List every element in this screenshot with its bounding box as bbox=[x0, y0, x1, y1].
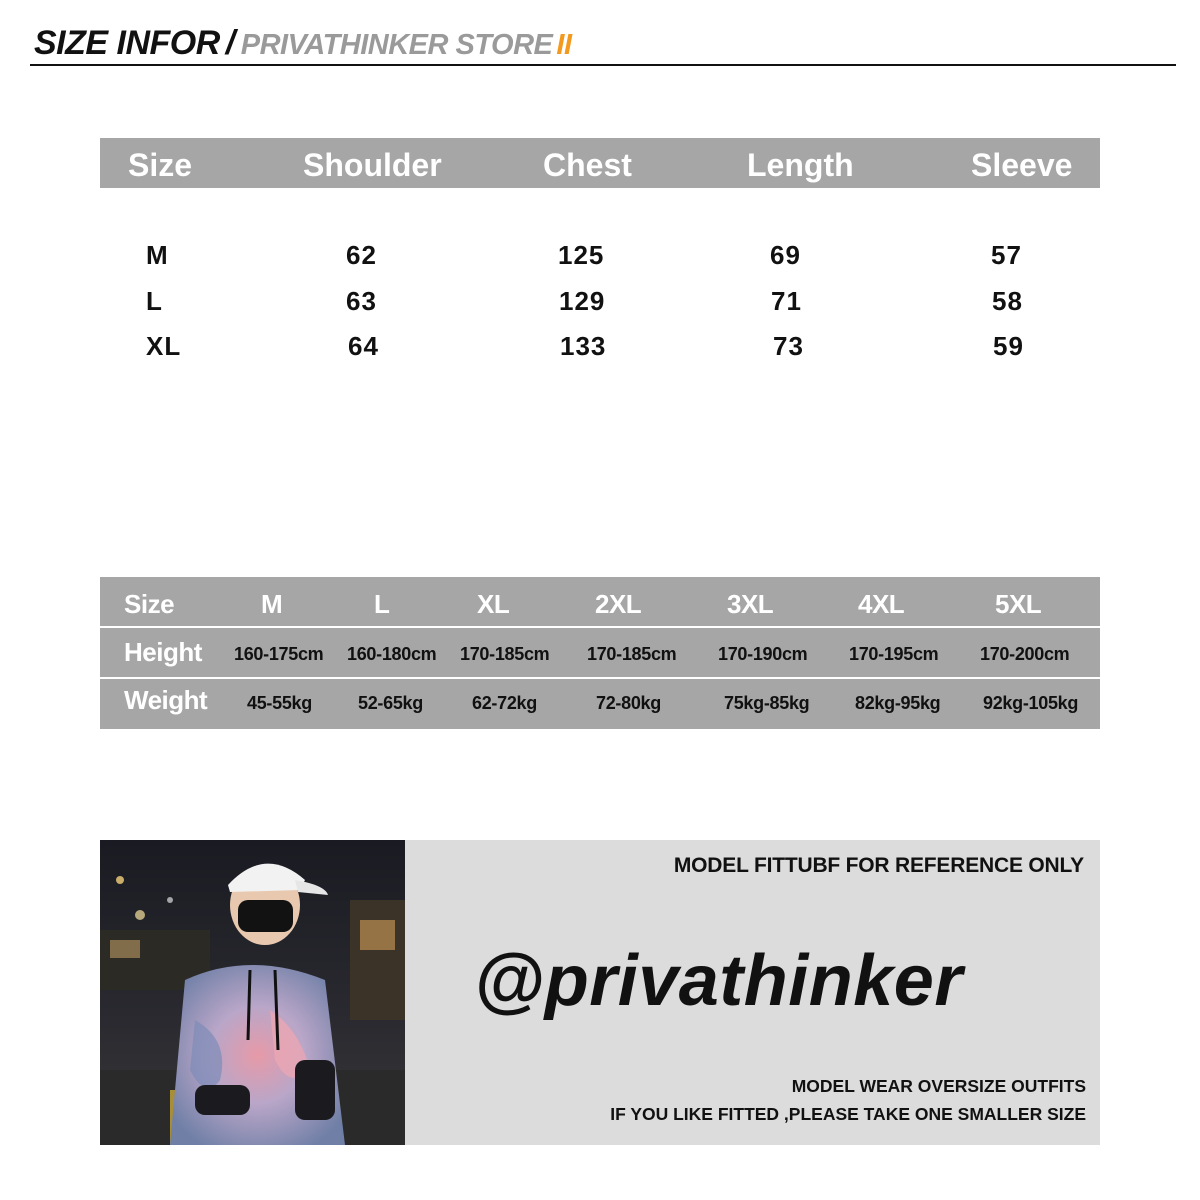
fit-size-xl: XL bbox=[477, 589, 510, 619]
cell-sleeve: 58 bbox=[992, 286, 1023, 316]
header-shoulder: Shoulder bbox=[303, 147, 442, 183]
fit-height-label: Height bbox=[124, 637, 202, 667]
fit-weight-cell: 72-80kg bbox=[596, 693, 661, 713]
header-chest: Chest bbox=[543, 147, 632, 183]
table-row bbox=[100, 286, 1100, 326]
cell-length: 69 bbox=[770, 240, 801, 270]
fit-weight-cell: 62-72kg bbox=[472, 693, 537, 713]
fit-size-m: M bbox=[261, 589, 283, 619]
model-note-top: MODEL FITTUBF FOR REFERENCE ONLY bbox=[673, 854, 1084, 877]
fit-height-cell: 170-185cm bbox=[460, 644, 550, 664]
fit-weight-cell: 52-65kg bbox=[358, 693, 423, 713]
size-table-header bbox=[100, 138, 1100, 188]
cell-length: 71 bbox=[771, 286, 802, 316]
table-row bbox=[100, 331, 1100, 371]
page-title bbox=[34, 24, 572, 63]
cell-chest: 125 bbox=[558, 240, 605, 270]
cell-shoulder: 63 bbox=[346, 286, 377, 316]
model-photo bbox=[100, 840, 405, 1145]
cell-chest: 133 bbox=[560, 331, 607, 361]
cell-sleeve: 57 bbox=[991, 240, 1022, 270]
header-sleeve: Sleeve bbox=[971, 147, 1073, 183]
size-measurement-table bbox=[100, 138, 1100, 361]
fit-weight-label: Weight bbox=[124, 685, 208, 715]
store-mark: II bbox=[556, 29, 572, 61]
fit-header-label: Size bbox=[124, 589, 175, 619]
model-reference-section bbox=[100, 840, 1100, 1145]
fit-height-cell: 170-190cm bbox=[718, 644, 808, 664]
store-handle: @privathinker bbox=[474, 941, 963, 1021]
fit-weight-cell: 82kg-95kg bbox=[855, 693, 941, 713]
fit-recommendation-table bbox=[100, 577, 1100, 729]
fit-height-cell: 170-195cm bbox=[849, 644, 939, 664]
title-slash: / bbox=[225, 24, 235, 62]
fit-height-cell: 170-185cm bbox=[587, 644, 677, 664]
cell-size: M bbox=[146, 240, 169, 270]
fit-height-cell: 170-200cm bbox=[980, 644, 1070, 664]
fit-size-4xl: 4XL bbox=[858, 589, 905, 619]
cell-shoulder: 62 bbox=[346, 240, 377, 270]
header-length: Length bbox=[747, 147, 854, 183]
fit-size-3xl: 3XL bbox=[727, 589, 774, 619]
fit-weight-cell: 92kg-105kg bbox=[983, 693, 1079, 713]
cell-length: 73 bbox=[773, 331, 804, 361]
fit-size-2xl: 2XL bbox=[595, 589, 642, 619]
cell-sleeve: 59 bbox=[993, 331, 1024, 361]
model-note-oversize: MODEL WEAR OVERSIZE OUTFITS bbox=[791, 1076, 1086, 1096]
fit-height-row bbox=[100, 626, 1100, 678]
fit-weight-cell: 75kg-85kg bbox=[724, 693, 810, 713]
fit-height-cell: 160-175cm bbox=[234, 644, 324, 664]
fit-size-5xl: 5XL bbox=[995, 589, 1042, 619]
fit-weight-row bbox=[100, 677, 1100, 729]
fit-weight-cell: 45-55kg bbox=[247, 693, 312, 713]
cell-size: XL bbox=[146, 331, 182, 361]
header-size: Size bbox=[128, 147, 193, 183]
fit-header-row bbox=[100, 577, 1100, 627]
fit-size-l: L bbox=[374, 589, 390, 619]
cell-shoulder: 64 bbox=[348, 331, 379, 361]
model-note-sizing: IF YOU LIKE FITTED ,PLEASE TAKE ONE SMALLER SIZE bbox=[610, 1104, 1086, 1124]
page-header bbox=[30, 22, 1176, 66]
title-text: SIZE INFOR bbox=[34, 24, 220, 62]
table-row bbox=[100, 240, 1100, 280]
fit-height-cell: 160-180cm bbox=[347, 644, 437, 664]
store-name: PRIVATHINKER STORE bbox=[240, 29, 553, 61]
cell-chest: 129 bbox=[559, 286, 606, 316]
cell-size: L bbox=[146, 286, 163, 316]
